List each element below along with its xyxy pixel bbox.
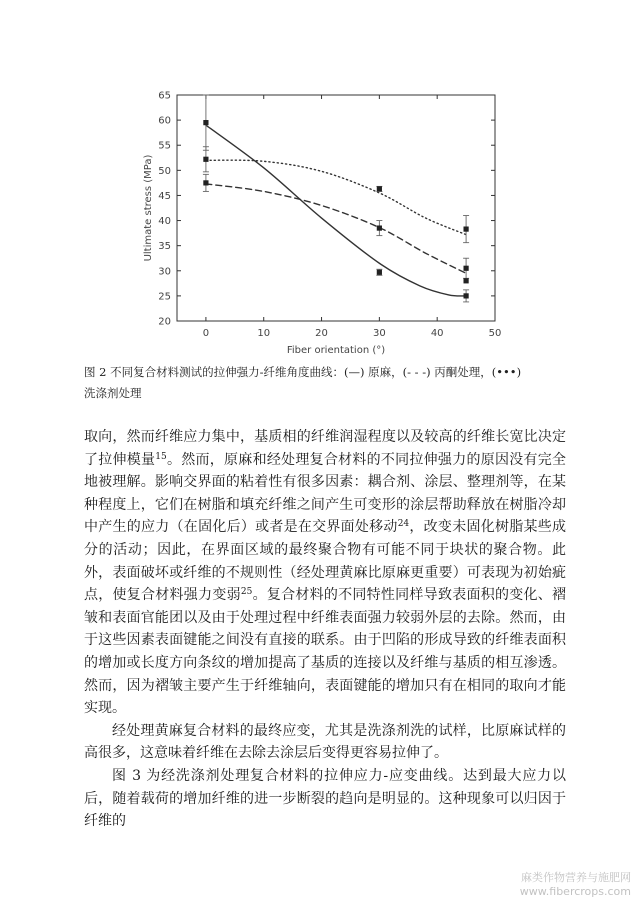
series-1-data-point bbox=[377, 270, 382, 275]
reference-25: 25 bbox=[240, 587, 253, 598]
series-1-data-point bbox=[203, 120, 208, 125]
series-3-data-point bbox=[377, 225, 382, 230]
x-tick-label: 30 bbox=[372, 328, 386, 339]
y-tick-label: 40 bbox=[158, 216, 171, 228]
body-text bbox=[84, 426, 566, 833]
paragraph-3: 图 3 为经洗涤剂处理复合材料的拉伸应力-应变曲线。达到最大应力以后，随着载荷的增加纤维的进一步断裂的趋向是明显的。这种现象可以归因于纤维的 bbox=[84, 767, 566, 830]
x-tick-label: 10 bbox=[257, 328, 271, 339]
y-axis-label: Ultimate stress (MPa) bbox=[143, 154, 154, 262]
stress-fiber-orientation-chart bbox=[0, 0, 639, 360]
y-tick-label: 55 bbox=[158, 140, 171, 152]
series-3-data-point bbox=[463, 278, 468, 283]
paragraph-1-part-d: 。复合材料的不同特性同样导致表面积的变化、褶皱和表面官能团以及由于处理过程中纤维表面强力较弱外层的去除。然而，由于这些因素表面键能之间没有直接的联系。由于凹陷的形成导致的纤维表面积的增加或长度方向条纹的增加提高了基质的连接以及纤维与基质的相互渗透。然而，因为褶皱主要产生于纤维轴向，表面键能的增加只有在相同的取向才能实现。 bbox=[84, 587, 567, 717]
series-3-fit-line bbox=[206, 184, 466, 273]
series-2-data-point bbox=[463, 226, 468, 231]
series-2-data-point bbox=[377, 186, 382, 191]
y-tick-label: 30 bbox=[158, 266, 171, 278]
y-tick-label: 65 bbox=[158, 90, 171, 102]
paragraph-2: 经处理黄麻复合材料的最终应变，尤其是洗涤剂洗的试样，比原麻试样的高很多，这意味着纤维在去除去涂层后变得更容易拉伸了。 bbox=[84, 722, 566, 762]
y-tick-label: 25 bbox=[158, 291, 171, 303]
x-tick-label: 20 bbox=[315, 328, 328, 339]
y-tick-label: 35 bbox=[158, 241, 171, 253]
y-tick-label: 60 bbox=[158, 115, 171, 127]
watermark-line-1: 麻类作物营养与施肥网 bbox=[521, 871, 631, 884]
x-tick-label: 40 bbox=[430, 328, 444, 339]
x-tick-label: 50 bbox=[488, 328, 502, 339]
series-2-data-point bbox=[203, 157, 208, 162]
figure-caption bbox=[84, 362, 564, 404]
reference-15: 15 bbox=[155, 451, 167, 462]
y-tick-label: 20 bbox=[158, 316, 171, 328]
series-3-data-point bbox=[463, 266, 468, 271]
x-tick-label: 0 bbox=[202, 328, 210, 339]
x-axis-label: Fiber orientation (°) bbox=[286, 345, 386, 356]
paragraph-1-part-a: 取向，然而纤维应力集中，基质相的纤维润湿程度以及较高的纤维长宽比决定了拉伸模量 bbox=[84, 429, 566, 468]
paragraph-1-part-b: 。然而，原麻和经处理复合材料的不同拉伸强力的原因没有完全地被理解。影响交界面的粘着性有很多因素：耦合剂、涂层、整理剂等，在某种程度上，它们在树脂和填充纤维之间产生可变形的涂层帮助释放在树脂冷却中产生的应力（在固化后）或者是在交界面处移动 bbox=[84, 451, 567, 536]
paragraph-1-part-c: ，改变未固化树脂某些成分的活动；因此，在界面区域的最终聚合物有可能不同于块状的聚合物。此外，表面破坏或纤维的不规则性（经处理黄麻比原麻更重要）可表现为初始疵点，使复合材料强力变弱 bbox=[84, 519, 567, 604]
series-2-fit-line bbox=[206, 160, 466, 234]
series-1-data-point bbox=[463, 293, 468, 298]
series-3-data-point bbox=[203, 180, 208, 185]
y-tick-label: 50 bbox=[158, 165, 171, 177]
y-tick-label: 45 bbox=[158, 190, 171, 202]
watermark-line-2: www.fibercrops.com bbox=[519, 885, 631, 898]
reference-24: 24 bbox=[397, 519, 410, 530]
site-watermark bbox=[520, 871, 631, 899]
caption-line-2: 洗涤剂处理 bbox=[84, 386, 142, 400]
caption-line-1: 图 2 不同复合材料测试的拉伸强力-纤维角度曲线：(—) 原麻，(- - -) 丙酮处理，(•••) bbox=[84, 365, 522, 379]
plot-frame bbox=[177, 95, 495, 321]
paragraph-1 bbox=[84, 426, 566, 720]
plot-area bbox=[143, 91, 501, 357]
